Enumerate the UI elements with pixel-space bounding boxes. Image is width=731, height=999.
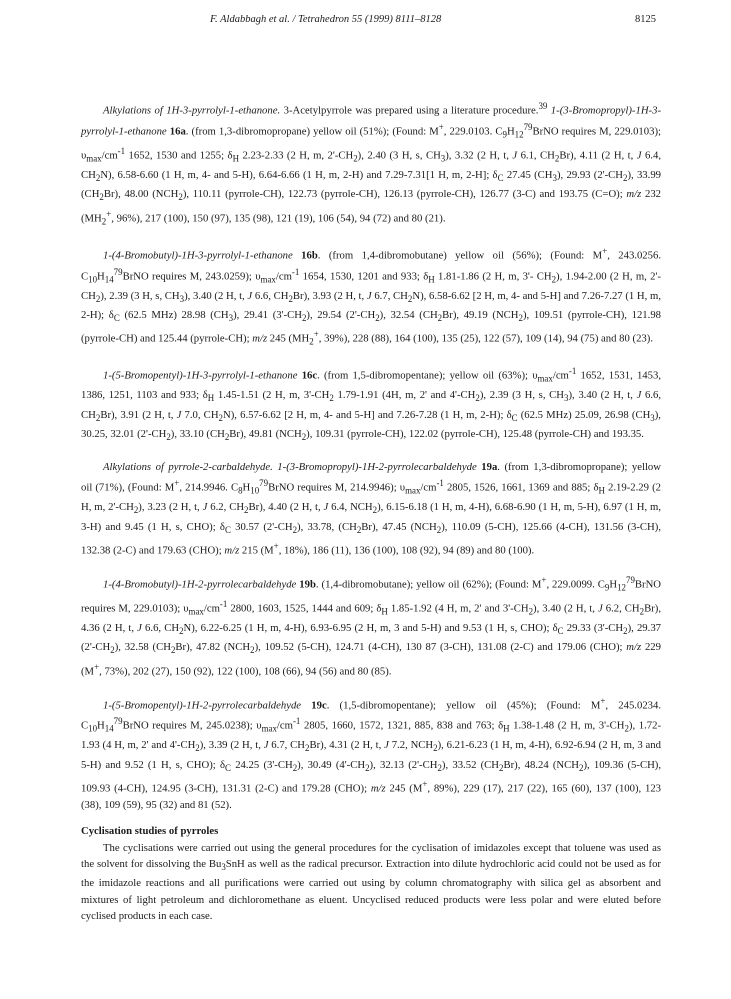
paragraph-19c: 1-(5-Bromopentyl)-1H-2-pyrrolecarbaldehyde 19c. (1,5-dibromopentane); yellow oil (45%); (Found: M+, 245.0234. $C_{10}H_{14}^{79}BrNO$ requires M, 245.0238); $\upsilon_{max}/cm^{-1}$ 2805, 1660, 1572, 1321, 885, 838 and 763; $\delta_H$ 1.38-1.48 (2 H, m, $3'-CH_2$), 1.72-1.93 (4 H, m, 2' and $4'-CH_2$), 3.39 (2 H, t, J 6.7, $CH_2Br$), 4.31 (2 H, t, J 7.2, $NCH_2$), 6.21-6.23 (1 H, m, 4-H), 6.92-6.94 (2 H, m, 3 and 5-H) and 9.52 (1 H, s, CHO); $\delta_C$ 24.25 $(3'-CH_2)$, 30.49 $(4'-CH_2)$, 32.13 $(2'-CH_2)$, 33.52 $(CH_2Br)$, 48.24 $(NCH_2)$, 109.36 (5-CH), 109.93 (4-CH), 124.95 (3-CH), 131.31 (2-C) and 179.28 (CHO); m/z 245 (M+, 89%), 229 (17), 217 (22), 165 (60), 137 (100), 123 (38), 109 (59), 95 (32) and 81 (52). [81,695,662,812]
paragraph-3-acetylpyrrole-16a: Alkylations of 1H-3-pyrrolyl-1-ethanone. 3-Acetylpyrrole was prepared using a literature procedure.$^{39}$ 1-(3-Bromopropyl)-1H-3-pyrrolyl-1-ethanone 16a. (from 1,3-dibromopropane) yellow oil (51%); (Found: M+, 229.0103. $C_9H_{12}^{79}BrNO$ requires M, 229.0103); $\upsilon_{max}/cm^{-1}$ 1652, 1530 and 1255; $\delta_H$ 2.23-2.33 (2 H, m, $2'-CH_2$), 2.40 (3 H, s, $CH_3$), 3.32 (2 H, t, J 6.1, $CH_2Br$), 4.11 (2 H, t, J 6.4, $CH_2N$), 6.58-6.60 (1 H, m, 4- and 5-H), 6.64-6.66 (1 H, m, 2-H) and 7.29-7.31[1 H, m, 2-H]; $\delta_C$ 27.45 $(CH_3)$, 29.93 $(2'-CH_2)$, 33.99 $(CH_2Br)$, 48.00 $(NCH_2)$, 110.11 (pyrrole-CH), 122.73 (pyrrole-CH), 126.13 (pyrrole-CH), 126.77 (3-C) and 193.75 (C=O); m/z 232 ($MH_2^+$, 96%), 217 (100), 150 (97), 135 (98), 121 (19), 106 (54), 94 (72) and 80 (21). [81,101,662,227]
article-body [81,98,661,924]
section-heading: Cyclisation studies of pyrroles [81,825,219,838]
paragraph-19a: Alkylations of pyrrole-2-carbaldehyde. 1-(3-Bromopropyl)-1H-2-pyrrolecarbaldehyde 19a. (from 1,3-dibromopropane); yellow oil (71%), (Found: M+, 214.9946. $C_8H_{10}^{79}BrNO$ requires M, 214.9946); $\upsilon_{max}/cm^{-1}$ 2805, 1526, 1661, 1369 and 885; $\delta_H$ 2.19-2.29 (2 H, m, $2'-CH_2$), 3.23 (2 H, t, J 6.2, $CH_2Br$), 4.40 (2 H, t, J 6.4, $NCH_2$), 6.15-6.18 (1 H, m, 4-H), 6.68-6.90 (1 H, m, 5-H), 6.97 (1 H, m, 3-H) and 9.45 (1 H, s, CHO); $\delta_C$ 30.57 $(2'-CH_2)$, 33.78, $(CH_2Br)$, 47.45 $(NCH_2)$, 110.09 (5-CH), 125.66 (4-CH), 131.56 (3-CH), 132.38 (2-C) and 179.63 (CHO); m/z 215 (M+, 18%), 186 (11), 136 (100), 108 (92), 94 (89) and 80 (100). [81,460,662,557]
page-header [0,14,731,30]
running-head: F. Aldabbagh et al. / Tetrahedron 55 (1999) 8111–8128 [210,14,442,25]
paragraph-19b: 1-(4-Bromobutyl)-1H-2-pyrrolecarbaldehyde 19b. (1,4-dibromobutane); yellow oil (62%); (Found: M+, 229.0099. $C_9H_{12}^{79}BrNO$ requires M, 229.0103); $\upsilon_{max}/cm^{-1}$ 2800, 1603, 1525, 1444 and 609; $\delta_H$ 1.85-1.92 (4 H, m, 2' and $3'-CH_2$), 3.40 (2 H, t, J 6.2, $CH_2Br$), 4.36 (2 H, t, J 6.6, $CH_2N$), 6.22-6.25 (1 H, m, 4-H), 6.93-6.95 (2 H, m, 3 and 5-H) and 9.53 (1 H, s, CHO); $\delta_C$ 29.33 $(3'-CH_2)$, 29.37 $(2'-CH_2)$, 32.58 $(CH_2Br)$, 47.82 $(NCH_2)$, 109.52 (5-CH), 124.71 (4-CH), 130 87 (3-CH), 131.08 (2-C) and 179.06 (CHO); m/z 229 (M+, 73%), 202 (27), 150 (92), 122 (100), 108 (66), 94 (56) and 80 (85). [81,574,662,678]
paragraph-cyclisation: The cyclisations were carried out using the general procedures for the cyclisation of imidazoles except that toluene was used as the solvent for dissolving the $Bu_3SnH$ as well as the radical precursor. Extraction into dilute hydrochloric acid could not be used as for the imidazole reactions and all purifications were carried out using by column chromatography with silica gel as absorbent and mixtures of light petroleum and dichloromethane as eluent. Uncyclised reduced products were less polar and were eluted before cyclised products in each case. [81,841,661,923]
paragraph-16b: 1-(4-Bromobutyl)-1H-3-pyrrolyl-1-ethanone 16b. (from 1,4-dibromobutane) yellow oil (56%); (Found: M+, 243.0256. $C_{10}H_{14}^{79}BrNO$ requires M, 243.0259); $\upsilon_{max}/cm^{-1}$ 1654, 1530, 1201 and 933; $\delta_H$ 1.81-1.86 (2 H, m, 3'- $CH_2$), 1.94-2.00 (2 H, m, $2'-CH_2$), 2.39 (3 H, s, $CH_3$), 3.40 (2 H, t, J 6.6, $CH_2Br$), 3.93 (2 H, t, J 6.7, $CH_2N$), 6.58-6.62 [2 H, m, 4- and 5-H] and 7.26-7.27 (1 H, m, 2-H); $\delta_C$ (62.5 MHz) 28.98 $(CH_3)$, 29.41 $(3'-CH_2)$, 29.54 $(2'-CH_2)$, 32.54 $(CH_2Br)$, 49.19 $(NCH_2)$, 109.51 (pyrrole-CH), 121.98 (pyrrole-CH) and 125.44 (pyrrole-CH); m/z 245 ($MH_2^+$, 39%), 228 (88), 164 (100), 135 (25), 122 (57), 109 (14), 94 (75) and 80 (23). [81,245,662,348]
paragraph-16c: 1-(5-Bromopentyl)-1H-3-pyrrolyl-1-ethanone 16c. (from 1,5-dibromopentane); yellow oil (63%); $\upsilon_{max}/cm^{-1}$ 1652, 1531, 1453, 1386, 1251, 1103 and 933; $\delta_H$ 1.45-1.51 (2 H, m, $3'-CH_2$ 1.79-1.91 (4H, m, 2' and $4'-CH_2$), 2.39 (3 H, s, $CH_3$), 3.40 (2 H, t, J 6.6, $CH_2Br$), 3.91 (2 H, t, J 7.0, $CH_2N$), 6.57-6.62 [2 H, m, 4- and 5-H] and 7.26-7.28 (1 H, m, 2-H); $\delta_C$ (62.5 MHz) 25.09, 26.98 $(CH_3)$, 30.25, 32.01 $(2'-CH_2)$, 33.10 $(CH_2Br)$, 49.81 $(NCH_2)$, 109.31 (pyrrole-CH), 122.02 (pyrrole-CH), 125.48 (pyrrole-CH) and 193.35. [81,366,662,443]
page-number: 8125 [635,14,656,25]
